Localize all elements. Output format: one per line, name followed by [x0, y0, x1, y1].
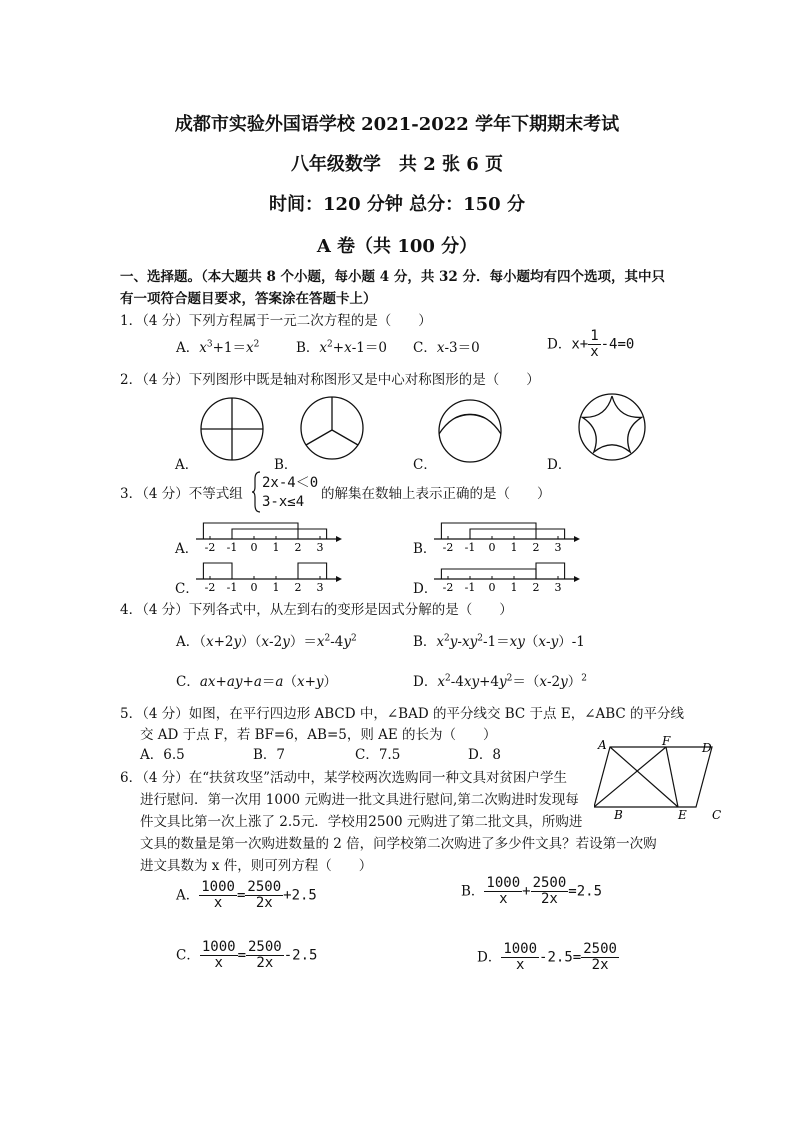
q2-stem: 2．（4 分）下列图形中既是轴对称图形又是中心对称图形的是（ ）: [120, 372, 540, 388]
label-a: A: [598, 738, 607, 752]
axis-tick-label: -1: [464, 581, 476, 592]
solution-bracket: [470, 529, 565, 539]
q3-option-b: B．: [413, 541, 437, 557]
axis-arrow: [574, 536, 580, 542]
solution-bracket: [536, 563, 565, 579]
q1-stem: 1．（4 分）下列方程属于一元二次方程的是（ ）: [120, 313, 432, 329]
q2-option-b: B．: [274, 457, 298, 473]
q6-option-c: C． $\frac{1000}{x}$ = $\frac{2500}{2x}$ -2.5: [176, 939, 318, 972]
q3-stem-post: 的解集在数轴上表示正确的是（ ）: [321, 486, 551, 502]
axis-tick-label: -2: [442, 541, 454, 552]
q1-option-a: A．$x^3+1=x^2$: [176, 339, 260, 356]
q2-figure-b-circle-three: [301, 397, 363, 459]
axis-tick-label: -1: [226, 581, 238, 592]
q3-number-line-a: [196, 512, 346, 552]
axis-tick-label: 1: [510, 541, 518, 552]
q2-figures: [195, 392, 685, 472]
label-f: F: [662, 735, 671, 748]
axis-tick-label: 3: [554, 581, 562, 592]
q3-number-line-d: [434, 552, 584, 592]
q6-option-b: B． $\frac{1000}{x}$ + $\frac{2500}{2x}$ =2.5: [461, 875, 603, 908]
q4-option-d: D．$x^2-4xy+4y^2=(x-2y)^2$: [413, 673, 588, 690]
q3-option-c: C．: [175, 581, 199, 597]
q5-option-d: D．8: [468, 747, 501, 763]
axis-tick-label: 3: [554, 541, 562, 552]
q3-inequality-2: 3-x≤4: [262, 494, 305, 510]
q4-option-b: B．$x^2y-xy^2-1=xy(x-y)-1$: [413, 633, 585, 650]
axis-tick-label: 0: [250, 541, 258, 552]
q5-parallelogram-figure: [594, 735, 728, 823]
solution-bracket: [441, 523, 536, 539]
exam-title: 成都市实验外国语学校 2021-2022 学年下期期末考试: [174, 114, 620, 135]
q6-stem-line5: 进文具数为 x 件，则可列方程（ ）: [140, 858, 373, 874]
q5-stem-line2: 交 AD 于点 F，若 BF=6，AB=5，则 AE 的长为（ ）: [140, 727, 497, 743]
axis-tick-label: 1: [510, 581, 518, 592]
label-b: B: [614, 808, 623, 822]
q5-stem-line1: 5．（4 分）如图，在平行四边形 ABCD 中，∠BAD 的平分线交 BC 于点 E，∠ABC 的平分线: [120, 706, 685, 722]
q2-figure-a-circle-cross: [201, 398, 263, 460]
q1-option-b: B．$x^2+x-1=0$: [296, 339, 387, 356]
q6-option-a: A． $\frac{1000}{x}$ = $\frac{2500}{2x}$ +2.5: [176, 879, 317, 912]
q3-number-line-c: [196, 552, 346, 592]
axis-tick-label: 0: [488, 541, 496, 552]
section-heading-line1: 一、选择题。（本大题共 8 个小题，每小题 4 分，共 32 分．每小题均有四个选项，其中只: [120, 269, 666, 285]
axis-tick-label: -2: [204, 541, 216, 552]
q3-option-a: A．: [175, 541, 199, 557]
q2-figure-d-circle-star: [579, 394, 645, 460]
q3-option-d: D．: [413, 581, 438, 597]
q3-inequality-1: 2x-4＜0: [262, 475, 319, 491]
solution-bracket: [298, 563, 327, 579]
axis-tick-label: -1: [464, 541, 476, 552]
axis-tick-label: -1: [226, 541, 238, 552]
solution-bracket: [441, 569, 536, 579]
label-d: D: [702, 741, 712, 755]
q5-option-a: A．6.5: [140, 747, 185, 763]
label-e: E: [678, 808, 687, 822]
volume-title: A 卷（共 100 分）: [316, 236, 478, 257]
axis-tick-label: 1: [272, 541, 280, 552]
q3-brace: [252, 471, 262, 513]
q5-option-c: C．7.5: [355, 747, 401, 763]
exam-subtitle: 八年级数学 共 2 张 6 页: [290, 154, 504, 175]
axis-arrow: [336, 536, 342, 542]
q1-option-d: D．x+ $\frac{1}{x}$ -4=0: [547, 328, 635, 361]
axis-tick-label: 3: [316, 581, 324, 592]
axis-tick-label: 3: [316, 541, 324, 552]
q6-stem-line1: 6．（4 分）在“扶贫攻坚”活动中，某学校两次选购同一种文具对贫困户学生: [120, 770, 568, 786]
q2-option-a: A．: [175, 457, 199, 473]
solution-bracket: [203, 563, 232, 579]
axis-tick-label: 0: [488, 581, 496, 592]
q6-stem-line2: 进行慰问．第一次用 1000 元购进一批文具进行慰问,第二次购进时发现每: [140, 792, 579, 808]
axis-arrow: [336, 576, 342, 582]
q3-number-line-b: [434, 512, 584, 552]
axis-tick-label: 2: [532, 541, 540, 552]
q5-option-b: B．7: [253, 747, 286, 763]
q4-option-c: C．ax+ay+a＝a（x+y）: [176, 674, 338, 690]
section-heading-line2: 有一项符合题目要求，答案涂在答题卡上）: [120, 291, 377, 307]
axis-tick-label: 1: [272, 581, 280, 592]
axis-tick-label: 2: [294, 581, 302, 592]
q6-option-d: D． $\frac{1000}{x}$ -2.5= $\frac{2500}{2x}$: [477, 941, 617, 974]
solution-bracket: [232, 529, 327, 539]
axis-tick-label: 0: [250, 581, 258, 592]
q2-option-d: D．: [547, 457, 572, 473]
axis-arrow: [574, 576, 580, 582]
solution-bracket: [203, 523, 298, 539]
q6-stem-line3: 件文具比第一次上涨了 2.5元．学校用2500 元购进了第二批文具，所购进: [140, 814, 583, 830]
q2-option-c: C．: [413, 457, 437, 473]
label-c: C: [712, 808, 722, 822]
axis-tick-label: -2: [442, 581, 454, 592]
q2-figure-c-circle-arcs: [439, 400, 501, 462]
axis-tick-label: -2: [204, 581, 216, 592]
q6-stem-line4: 文具的数量是第一次购进数量的 2 倍，问学校第二次购进了多少件文具？若设第一次购: [140, 836, 657, 852]
exam-time-line: 时间：120 分钟 总分：150 分: [269, 194, 525, 215]
q1-option-c: C．x-3＝0: [413, 340, 480, 356]
axis-tick-label: 2: [532, 581, 540, 592]
q4-stem: 4．（4 分）下列各式中，从左到右的变形是因式分解的是（ ）: [120, 602, 513, 618]
q4-option-a: A．$(x+2y)(x-2y)=x^2-4y^2$: [176, 633, 357, 650]
q3-stem-pre: 3．（4 分）不等式组: [120, 486, 243, 502]
axis-tick-label: 2: [294, 541, 302, 552]
